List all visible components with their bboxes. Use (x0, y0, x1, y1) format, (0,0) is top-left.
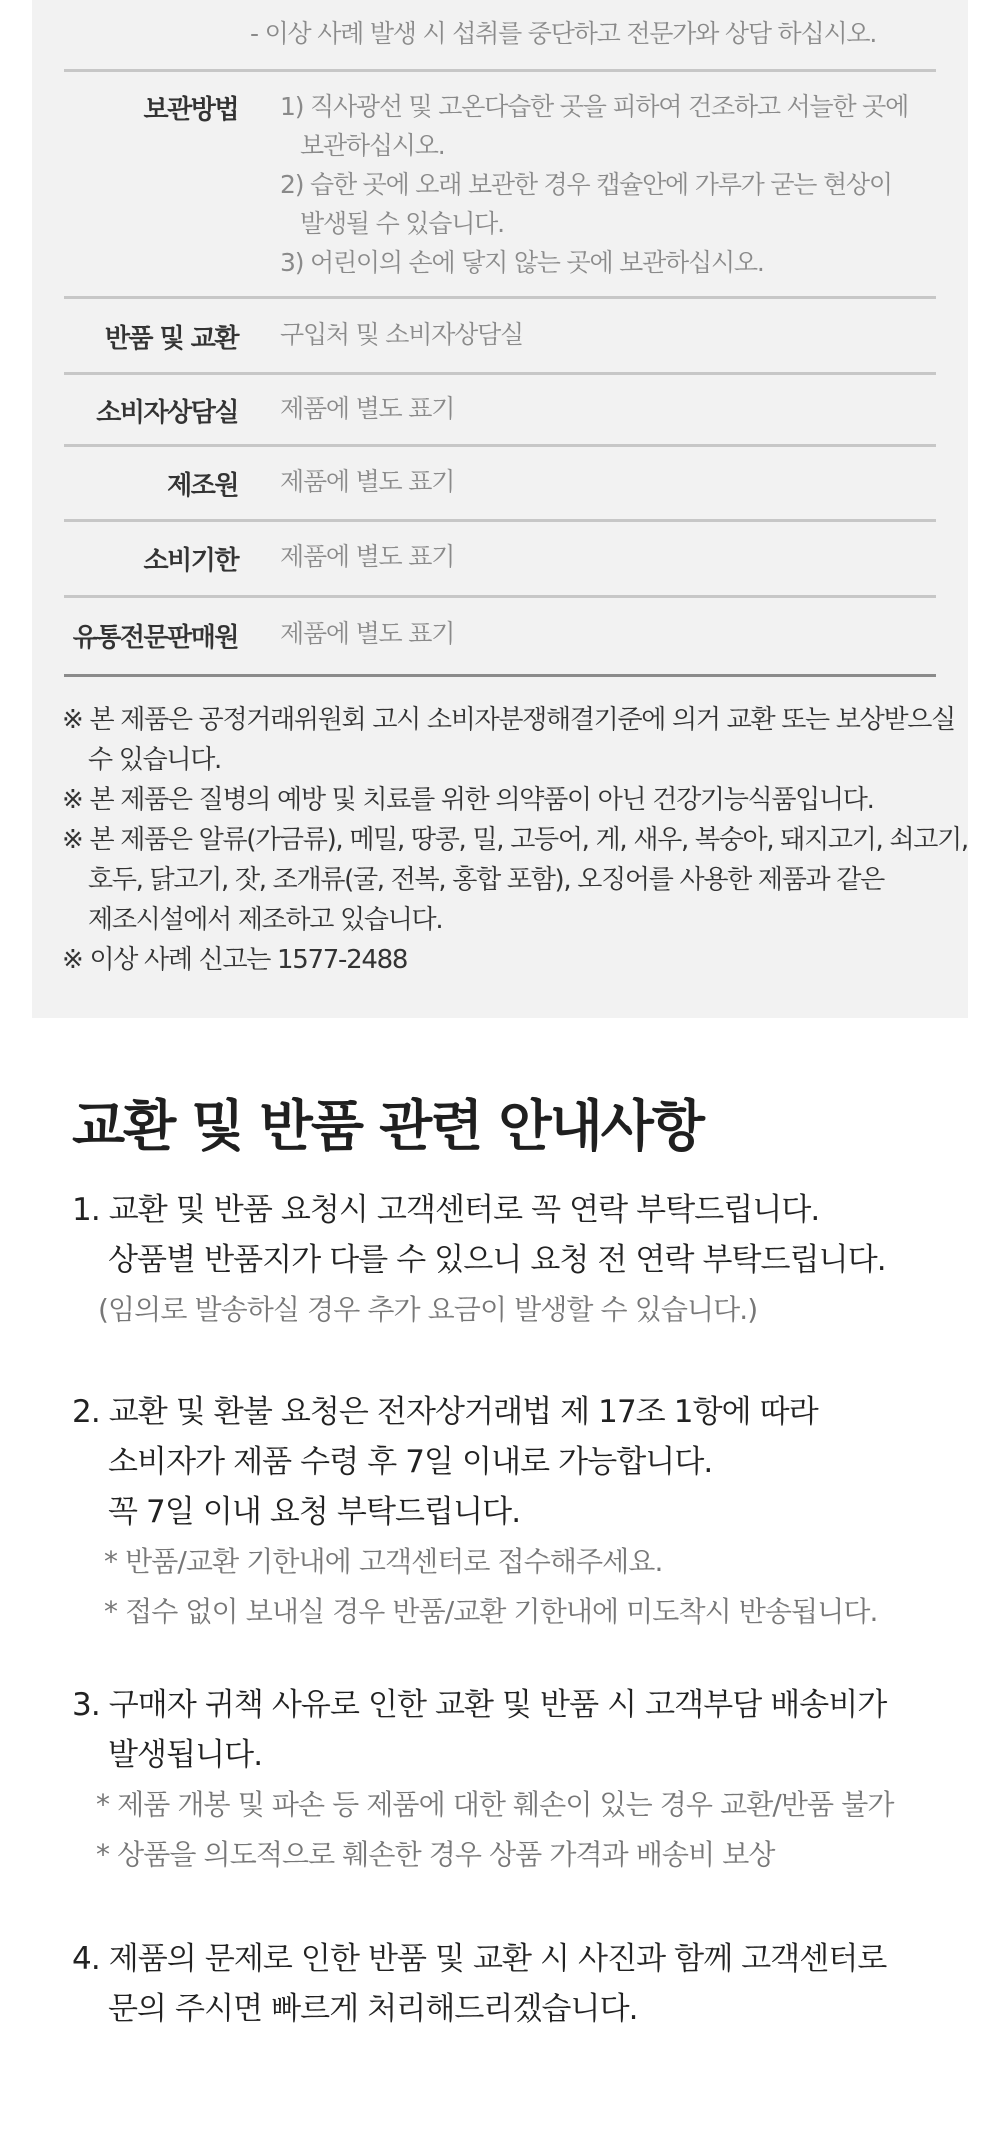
notice-item-cont: 제조시설에서 제조하고 있습니다. (88, 905, 443, 935)
table-divider (64, 69, 936, 72)
notice-item-cont: 호두, 닭고기, 잣, 조개류(굴, 전복, 홍합 포함), 오징어를 사용한 제품과 같은 (88, 865, 884, 895)
manufacturer-label: 제조원 (167, 471, 238, 501)
table-divider (64, 296, 936, 299)
table-bottom-border (64, 674, 936, 677)
return-exchange-value: 구입처 및 소비자상담실 (280, 320, 523, 349)
storage-label: 보관방법 (143, 95, 238, 125)
notice-item: ※ 본 제품은 공정거래위원회 고시 소비자분쟁해결기준에 의거 교환 또는 보상받으실 (62, 705, 955, 735)
expiry-label: 소비기한 (143, 546, 238, 576)
notice-item: ※ 본 제품은 알류(가금류), 메밀, 땅콩, 밀, 고등어, 게, 새우, 복숭아, 돼지고기, 쇠고기, (62, 825, 968, 855)
policy-title: 교환 및 반품 관련 안내사항 (72, 1094, 704, 1158)
distributor-label: 유통전문판매원 (72, 623, 238, 653)
consumer-center-value: 제품에 별도 표기 (280, 394, 455, 423)
expiry-value: 제품에 별도 표기 (280, 542, 455, 571)
table-divider (64, 444, 936, 447)
storage-value: 1) 직사광선 및 고온다습한 곳을 피하여 건조하고 서늘한 곳에 보관하십시오. 2) 습한 곳에 오래 보관한 경우 캡슐안에 가루가 굳는 현상이 발생될 수 있습니다. 3) 어린이의 손에 닿지 않는 곳에 보관하십시오. (280, 92, 909, 277)
consumer-center-label: 소비자상담실 (96, 398, 238, 428)
table-divider (64, 372, 936, 375)
notice-list (62, 700, 968, 980)
manufacturer-value: 제품에 별도 표기 (280, 467, 455, 496)
notice-item: ※ 본 제품은 질병의 예방 및 치료를 위한 의약품이 아닌 건강기능식품입니다. (62, 785, 874, 815)
policy-item-2: 2. 교환 및 환불 요청은 전자상거래법 제 17조 1항에 따라 소비자가 제품 수령 후 7일 이내로 가능합니다. 꼭 7일 이내 요청 부탁드립니다. * 반품/교환 기한내에 고객센터로 접수해주세요. * 접수 없이 보내실 경우 반품/교환 기한내에 미도착시 반송됩니다. (72, 1394, 878, 1628)
caution-partial-line: - 이상 사례 발생 시 섭취를 중단하고 전문가와 상담 하십시오. (250, 19, 877, 48)
policy-item-1: 1. 교환 및 반품 요청시 고객센터로 꼭 연락 부탁드립니다. 상품별 반품지가 다를 수 있으니 요청 전 연락 부탁드립니다. (임의로 발송하실 경우 추가 요금이 발생할 수 있습니다.) (72, 1192, 886, 1326)
policy-item-3: 3. 구매자 귀책 사유로 인한 교환 및 반품 시 고객부담 배송비가 발생됩니다. * 제품 개봉 및 파손 등 제품에 대한 훼손이 있는 경우 교환/반품 불가 * 상품을 의도적으로 훼손한 경우 상품 가격과 배송비 보상 (72, 1687, 894, 1871)
return-exchange-label: 반품 및 교환 (104, 324, 238, 354)
table-divider (64, 595, 936, 598)
distributor-value: 제품에 별도 표기 (280, 619, 455, 648)
table-divider (64, 519, 936, 522)
policy-item-4: 4. 제품의 문제로 인한 반품 및 교환 시 사진과 함께 고객센터로 문의 주시면 빠르게 처리해드리겠습니다. (72, 1941, 887, 2027)
notice-item: ※ 이상 사례 신고는 1577-2488 (62, 945, 408, 975)
notice-item-cont: 수 있습니다. (88, 745, 222, 775)
